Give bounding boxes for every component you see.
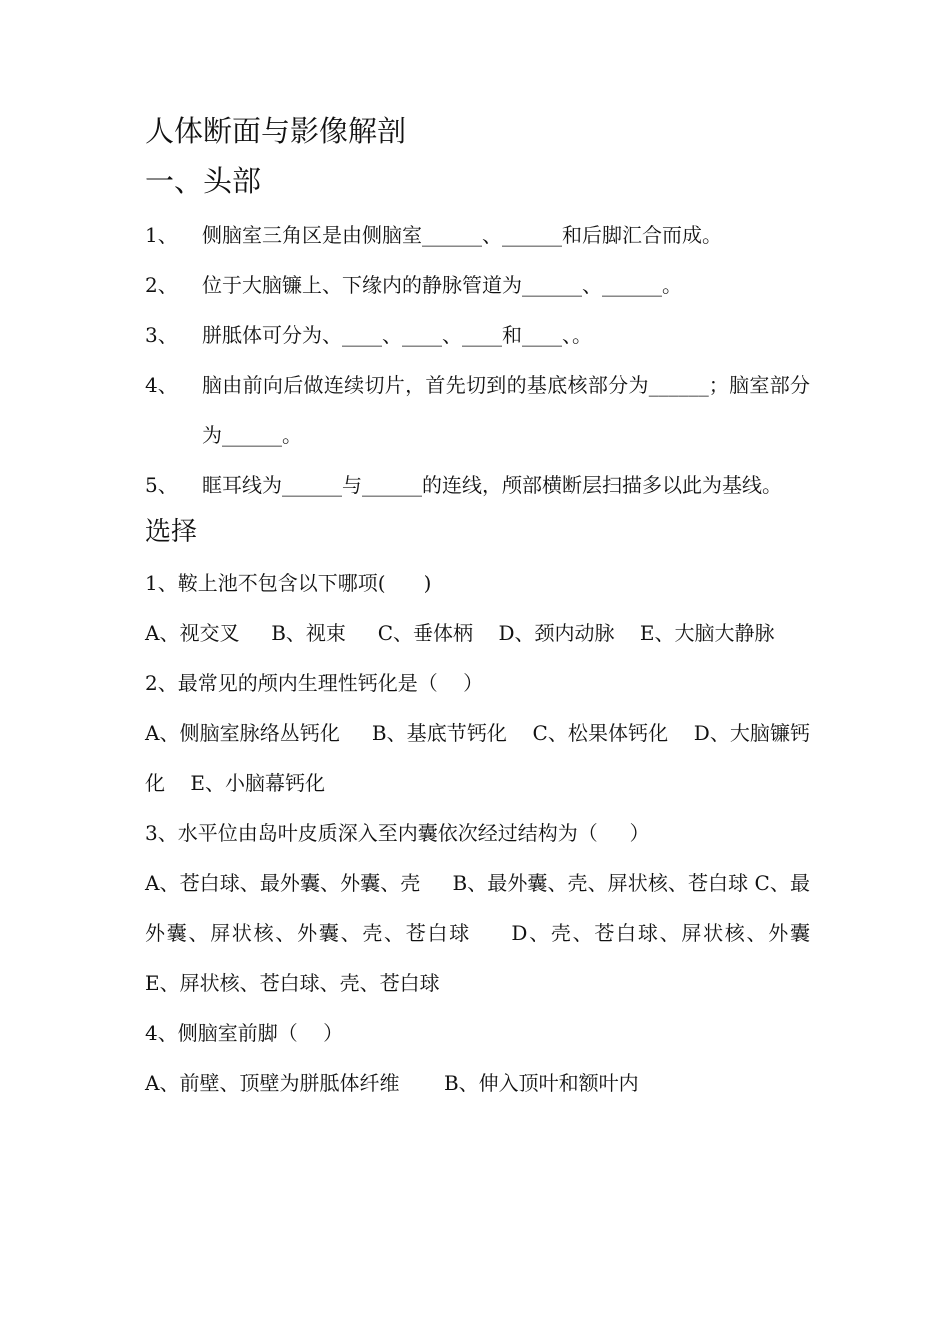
question-number: 3、 (145, 323, 178, 347)
question-number: 5、 (145, 473, 178, 497)
question-number: 4、 (145, 373, 178, 397)
choice-options: A、苍白球、最外囊、外囊、壳 B、最外囊、壳、屏状核、苍白球 C、最外囊、屏状核、外囊、壳、苍白球 D、壳、苍白球、屏状核、外囊 E、屏状核、苍白球、壳、苍白球 (145, 871, 842, 995)
question-text: 脑由前向后做连续切片，首先切到的基底核部分为______；脑室部分为______。 (202, 373, 810, 447)
choice-question: 1、鞍上池不包含以下哪项( ) (145, 571, 432, 595)
choice-question: 2、最常见的颅内生理性钙化是（ ） (145, 671, 484, 695)
fill-in-question (145, 210, 810, 260)
fill-in-question-list (145, 210, 810, 510)
question-text: 位于大脑镰上、下缘内的静脉管道为______、______。 (202, 273, 682, 297)
choice-options: A、侧脑室脉络丛钙化 B、基底节钙化 C、松果体钙化 D、大脑镰钙化 E、小脑幕钙化 (145, 721, 810, 795)
question-number: 1、 (145, 223, 178, 247)
document-page (145, 106, 842, 1108)
fill-in-question (145, 310, 810, 360)
section-heading-head: 一、头部 (145, 164, 262, 198)
question-text: 眶耳线为______与______的连线，颅部横断层扫描多以此为基线。 (202, 473, 782, 497)
question-text: 侧脑室三角区是由侧脑室______、______和后脚汇合而成。 (202, 223, 722, 247)
section-heading-choice: 选择 (145, 517, 198, 547)
document-title: 人体断面与影像解剖 (145, 114, 407, 148)
question-number: 2、 (145, 273, 178, 297)
choice-question: 4、侧脑室前脚（ ） (145, 1021, 344, 1045)
choice-question: 3、水平位由岛叶皮质深入至内囊依次经过结构为（ ） (145, 821, 650, 845)
fill-in-question (145, 360, 810, 460)
question-text: 胼胝体可分为、____、____、____和____、。 (202, 323, 592, 347)
choice-options: A、视交叉 B、视束 C、垂体柄 D、颈内动脉 E、大脑大静脉 (145, 621, 775, 645)
fill-in-question (145, 260, 810, 310)
choice-options: A、前壁、顶壁为胼胝体纤维 B、伸入顶叶和额叶内 (145, 1071, 639, 1095)
fill-in-question (145, 460, 810, 510)
